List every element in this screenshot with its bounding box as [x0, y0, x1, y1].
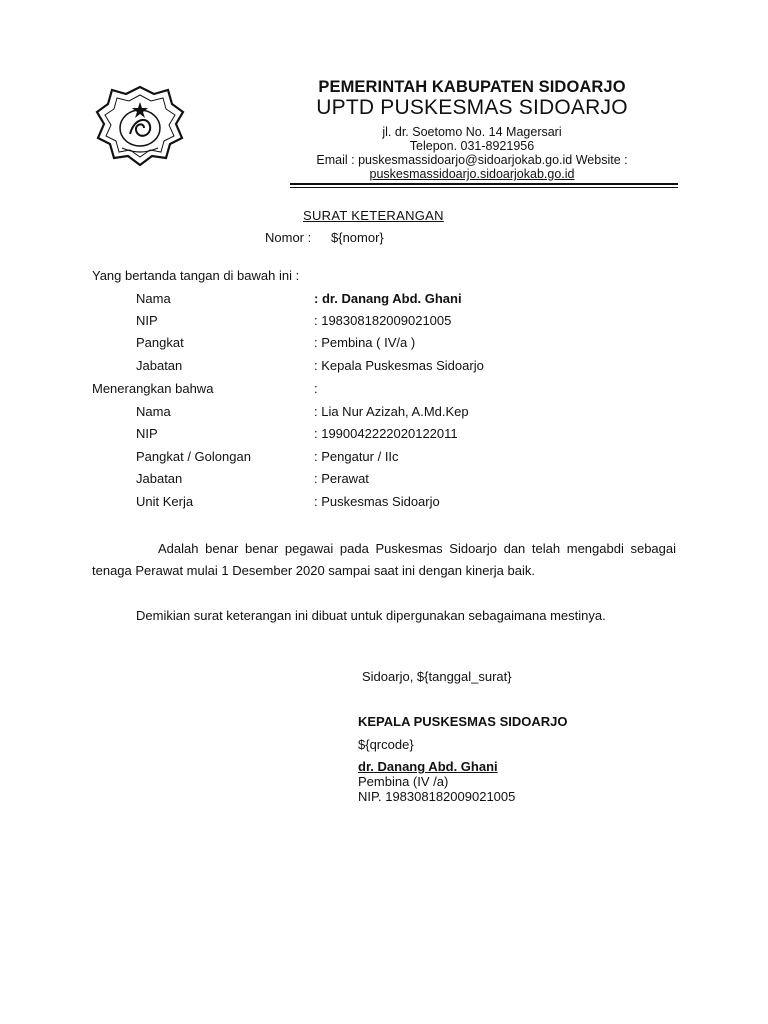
- nomor-label: Nomor :: [265, 230, 312, 245]
- subject-position-label: Jabatan: [136, 471, 183, 486]
- subject-intro-colon: :: [314, 381, 318, 396]
- subject-intro: Menerangkan bahwa: [92, 381, 214, 396]
- nomor-value: ${nomor}: [331, 230, 384, 245]
- subject-rank-label: Pangkat / Golongan: [136, 449, 251, 464]
- signer-rank-label: Pangkat: [136, 335, 184, 350]
- letterhead-website-link[interactable]: puskesmassidoarjo.sidoarjokab.go.id: [369, 167, 575, 181]
- letterhead-divider-thin: [290, 187, 678, 188]
- regency-emblem-icon: [94, 84, 186, 168]
- letterhead-address: jl. dr. Soetomo No. 14 Magersari: [382, 125, 562, 139]
- signer-nip-label: NIP: [136, 313, 158, 328]
- subject-name-value: : Lia Nur Azizah, A.Md.Kep: [314, 404, 469, 419]
- letterhead-phone: Telepon. 031-8921956: [409, 139, 535, 153]
- signer-intro: Yang bertanda tangan di bawah ini :: [92, 268, 300, 283]
- statement-paragraph: [92, 538, 676, 582]
- signer-nip-value: : 198308182009021005: [314, 313, 452, 328]
- signature-name: dr. Danang Abd. Ghani: [358, 759, 498, 774]
- subject-unit-label: Unit Kerja: [136, 494, 194, 509]
- signer-position-value: : Kepala Puskesmas Sidoarjo: [314, 358, 484, 373]
- signature-rank: Pembina (IV /a): [358, 774, 449, 789]
- subject-rank-value: : Pengatur / IIc: [314, 449, 399, 464]
- signer-position-label: Jabatan: [136, 358, 183, 373]
- subject-position-value: : Perawat: [314, 471, 369, 486]
- signature-nip: NIP. 198308182009021005: [358, 789, 516, 804]
- subject-nip-label: NIP: [136, 426, 158, 441]
- statement-text: Adalah benar benar pegawai pada Puskesmas Sidoarjo dan telah mengabdi sebagai tenaga Perawat mulai 1 Desember 2020 sampai saat ini dengan kinerja baik.: [92, 541, 676, 578]
- qrcode-placeholder: ${qrcode}: [358, 737, 414, 752]
- letterhead-government: PEMERINTAH KABUPATEN SIDOARJO: [318, 78, 626, 96]
- signer-name-value: : dr. Danang Abd. Ghani: [314, 291, 462, 306]
- signer-position-title: KEPALA PUSKESMAS SIDOARJO: [358, 714, 568, 729]
- letterhead-divider-thick: [290, 183, 678, 185]
- letterhead-email: Email : puskesmassidoarjo@sidoarjokab.go.id Website :: [316, 153, 628, 167]
- subject-nip-value: : 1990042222020122011: [314, 426, 458, 441]
- signer-rank-value: : Pembina ( IV/a ): [314, 335, 416, 350]
- closing-paragraph: [92, 605, 676, 627]
- document-title: SURAT KETERANGAN: [303, 208, 444, 223]
- subject-unit-value: : Puskesmas Sidoarjo: [314, 494, 440, 509]
- signer-name-label: Nama: [136, 291, 171, 306]
- subject-name-label: Nama: [136, 404, 171, 419]
- closing-text: Demikian surat keterangan ini dibuat untuk dipergunakan sebagaimana mestinya.: [136, 608, 606, 623]
- letterhead-institution: UPTD PUSKESMAS SIDOARJO: [316, 96, 628, 119]
- place-date: Sidoarjo, ${tanggal_surat}: [362, 669, 512, 684]
